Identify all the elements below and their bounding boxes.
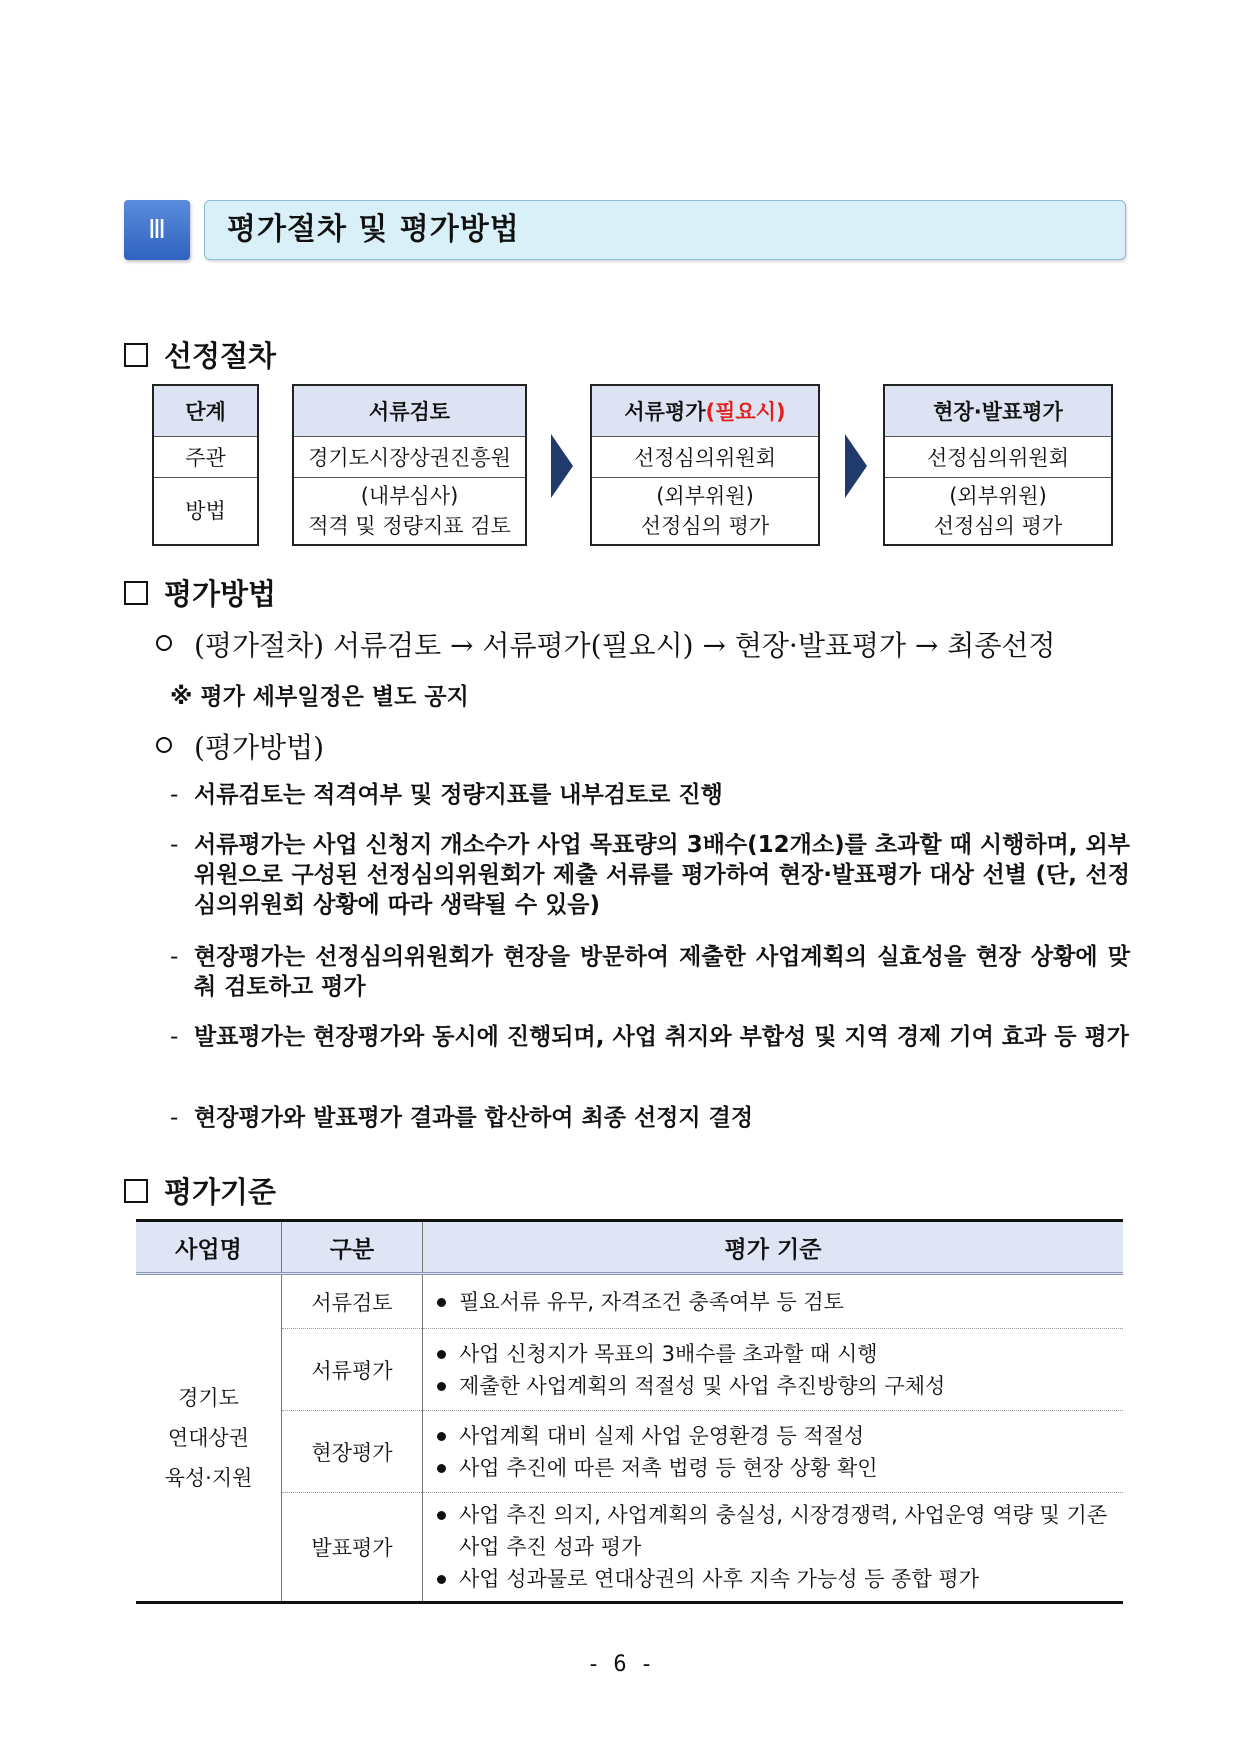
criteria-item: 제출한 사업계획의 적절성 및 사업 추진방향의 구체성 <box>435 1370 1113 1402</box>
table-row <box>136 1411 1123 1493</box>
stage-label: 단계 <box>153 385 258 437</box>
dash-bullet-icon: - <box>170 944 179 970</box>
dash-bullet-icon: - <box>170 782 179 808</box>
page-number: - 6 - <box>586 1652 654 1677</box>
step-title-text: 현장·발표평가 <box>933 400 1063 424</box>
criteria-item: 사업계획 대비 실제 사업 운영환경 등 적절성 <box>435 1420 1113 1452</box>
type-cell: 발표평가 <box>282 1493 423 1603</box>
heading-selection-text: 선정절차 <box>164 339 277 373</box>
method-item-text: 발표평가는 현장평가와 동시에 진행되며, 사업 취지와 부합성 및 지역 경제 기여 효과 등 평가 <box>194 1024 1129 1050</box>
criteria-cell <box>423 1493 1124 1603</box>
circle-bullet-icon <box>156 635 172 651</box>
business-name-cell <box>136 1274 282 1603</box>
procedure-line <box>156 624 1055 664</box>
step-table-3 <box>883 384 1113 546</box>
table-row <box>136 1329 1123 1411</box>
criteria-cell <box>423 1411 1124 1493</box>
dash-bullet-icon: - <box>170 1024 179 1050</box>
circle-bullet-icon <box>156 737 172 753</box>
criteria-item: 사업 추진 의지, 사업계획의 충실성, 시장경쟁력, 사업운영 역량 및 기존 사업 추진 성과 평가 <box>435 1499 1113 1563</box>
host-label: 주관 <box>153 437 258 478</box>
step-host: 선정심의위원회 <box>884 437 1112 478</box>
method-item <box>170 830 1130 920</box>
method-line <box>156 726 324 766</box>
arrow-right-icon <box>845 434 867 498</box>
method-line-text: (평가방법) <box>194 731 325 764</box>
square-bullet-icon <box>124 1179 148 1203</box>
method-item <box>170 1103 1130 1133</box>
table-row <box>136 1274 1123 1329</box>
criteria-header-row <box>136 1221 1123 1274</box>
step-title <box>591 385 819 437</box>
step-method <box>591 478 819 546</box>
heading-method <box>124 572 276 613</box>
method-item <box>170 1022 1130 1052</box>
stage-label-table <box>152 384 259 546</box>
square-bullet-icon <box>124 581 148 605</box>
method-item <box>170 942 1130 1002</box>
step-host: 경기도시장상권진흥원 <box>293 437 526 478</box>
heading-selection <box>124 334 276 375</box>
step-method-line2: 선정심의 평가 <box>933 514 1063 538</box>
type-cell: 서류검토 <box>282 1274 423 1329</box>
section-title: 평가절차 및 평가방법 <box>227 212 520 247</box>
method-label: 방법 <box>153 478 258 546</box>
schedule-note: ※ 평가 세부일정은 별도 공지 <box>170 684 469 710</box>
step-host: 선정심의위원회 <box>591 437 819 478</box>
step-title <box>884 385 1112 437</box>
step-title-text: 서류검토 <box>368 400 451 424</box>
criteria-item: 필요서류 유무, 자격조건 충족여부 등 검토 <box>435 1286 1113 1318</box>
step-table-2 <box>590 384 820 546</box>
type-cell: 현장평가 <box>282 1411 423 1493</box>
step-title-text: 서류평가 <box>624 400 706 424</box>
business-name-line: 경기도 <box>178 1386 239 1410</box>
business-name-line: 육성·지원 <box>164 1466 253 1490</box>
step-method-line1: (내부심사) <box>360 484 459 508</box>
step-method <box>884 478 1112 546</box>
section-title-box <box>204 200 1126 260</box>
section-header <box>124 200 1124 260</box>
section-number-badge: Ⅲ <box>124 200 190 260</box>
square-bullet-icon <box>124 343 148 367</box>
arrow-right-icon <box>551 434 573 498</box>
step-table-1 <box>292 384 527 546</box>
step-title <box>293 385 526 437</box>
method-item-text: 서류검토는 적격여부 및 정량지표를 내부검토로 진행 <box>194 782 723 808</box>
criteria-cell <box>423 1274 1124 1329</box>
step-method-line2: 적격 및 정량지표 검토 <box>308 514 511 538</box>
criteria-item: 사업 신청지가 목표의 3배수를 초과할 때 시행 <box>435 1338 1113 1370</box>
table-row <box>136 1493 1123 1603</box>
step-method-line2: 선정심의 평가 <box>640 514 770 538</box>
heading-criteria <box>124 1170 276 1211</box>
criteria-table <box>136 1219 1123 1604</box>
method-item-text: 현장평가와 발표평가 결과를 합산하여 최종 선정지 결정 <box>194 1105 754 1131</box>
business-name-line: 연대상권 <box>167 1426 250 1450</box>
type-cell: 서류평가 <box>282 1329 423 1411</box>
procedure-line-text: (평가절차) 서류검토 → 서류평가(필요시) → 현장·발표평가 → 최종선정 <box>194 629 1056 662</box>
dash-bullet-icon: - <box>170 1105 179 1131</box>
method-item <box>170 780 1130 810</box>
heading-method-text: 평가방법 <box>164 577 277 611</box>
col-header-criteria: 평가 기준 <box>423 1221 1124 1274</box>
criteria-cell <box>423 1329 1124 1411</box>
heading-criteria-text: 평가기준 <box>164 1175 277 1209</box>
dash-bullet-icon: - <box>170 832 179 858</box>
step-method-line1: (외부위원) <box>949 484 1047 508</box>
col-header-business: 사업명 <box>136 1221 282 1274</box>
col-header-type: 구분 <box>282 1221 423 1274</box>
method-item-text: 서류평가는 사업 신청지 개소수가 사업 목표량의 3배수(12개소)를 초과할 때 시행하며, 외부위원으로 구성된 선정심의위원회가 제출 서류를 평가하여 현장·발표평가 대상 선별 (단, 선정심의위원회 상황에 따라 생략될 수 있음) <box>194 832 1130 918</box>
criteria-item: 사업 추진에 따른 저촉 법령 등 현장 상황 확인 <box>435 1452 1113 1484</box>
step-method <box>293 478 526 546</box>
step-method-line1: (외부위원) <box>656 484 754 508</box>
criteria-item: 사업 성과물로 연대상권의 사후 지속 가능성 등 종합 평가 <box>435 1563 1113 1595</box>
method-item-text: 현장평가는 선정심의위원회가 현장을 방문하여 제출한 사업계획의 실효성을 현장 상황에 맞춰 검토하고 평가 <box>194 944 1130 1000</box>
step-title-note: (필요시) <box>705 400 786 424</box>
